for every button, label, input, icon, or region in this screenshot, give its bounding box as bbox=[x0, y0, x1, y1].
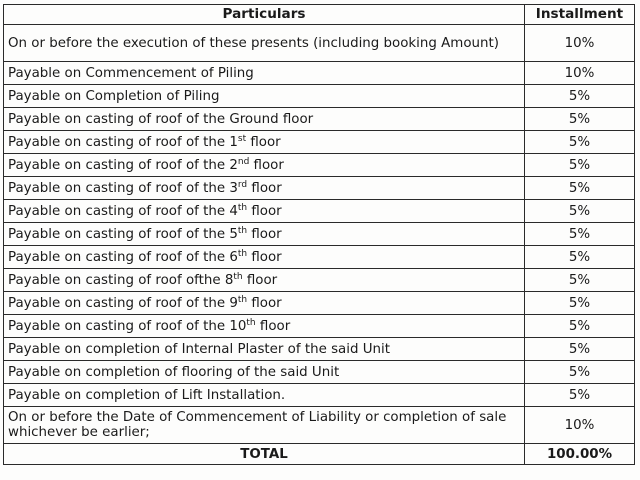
row-particulars: On or before the Date of Commencement of Liability or completion of sale whichever be earlier; bbox=[4, 407, 525, 444]
row-particulars bbox=[4, 315, 525, 338]
row-installment: 5% bbox=[525, 246, 635, 269]
row-text-end: floor bbox=[247, 180, 282, 196]
table-row bbox=[4, 154, 635, 177]
row-text-end: floor bbox=[247, 295, 282, 311]
row-text: Payable on casting of roof of the 6 bbox=[8, 249, 238, 265]
row-text: Payable on casting of roof of the 9 bbox=[8, 295, 238, 311]
row-particulars bbox=[4, 154, 525, 177]
header-installment: Installment bbox=[525, 5, 635, 25]
row-installment: 5% bbox=[525, 108, 635, 131]
table-row bbox=[4, 407, 635, 444]
ordinal-suffix: th bbox=[237, 202, 248, 213]
row-particulars: Payable on completion of Lift Installation. bbox=[4, 384, 525, 407]
table-row bbox=[4, 269, 635, 292]
row-installment: 5% bbox=[525, 361, 635, 384]
row-particulars: Payable on completion of flooring of the said Unit bbox=[4, 361, 525, 384]
table-row bbox=[4, 315, 635, 338]
header-row bbox=[4, 5, 635, 25]
row-text-end: floor bbox=[255, 318, 291, 334]
ordinal-suffix: th bbox=[233, 271, 243, 282]
row-particulars bbox=[4, 200, 525, 223]
row-particulars: Payable on Commencement of Piling bbox=[4, 62, 525, 85]
table-row bbox=[4, 223, 635, 246]
total-label: TOTAL bbox=[4, 444, 525, 465]
ordinal-suffix: rd bbox=[237, 179, 248, 190]
row-installment: 5% bbox=[525, 131, 635, 154]
row-particulars: Payable on completion of Internal Plaster of the said Unit bbox=[4, 338, 525, 361]
row-installment: 5% bbox=[525, 338, 635, 361]
table-row bbox=[4, 62, 635, 85]
row-text-end: floor bbox=[247, 249, 282, 265]
table-row bbox=[4, 338, 635, 361]
table-row bbox=[4, 131, 635, 154]
table-row bbox=[4, 292, 635, 315]
row-installment: 10% bbox=[525, 25, 635, 62]
table-row bbox=[4, 361, 635, 384]
row-installment: 5% bbox=[525, 223, 635, 246]
row-text-end: floor bbox=[242, 272, 278, 288]
row-text-end: floor bbox=[247, 203, 282, 219]
row-particulars bbox=[4, 246, 525, 269]
row-installment: 5% bbox=[525, 200, 635, 223]
row-text-end: floor bbox=[249, 157, 284, 173]
row-text-end: floor bbox=[246, 134, 281, 150]
total-value: 100.00% bbox=[525, 444, 635, 465]
ordinal-suffix: th bbox=[237, 294, 248, 305]
table-row bbox=[4, 25, 635, 62]
ordinal-suffix: th bbox=[237, 248, 248, 259]
row-installment: 5% bbox=[525, 315, 635, 338]
row-text: Payable on casting of roof of the 3 bbox=[8, 180, 238, 196]
row-text: Payable on casting of roof of the 2 bbox=[8, 157, 238, 173]
table-row bbox=[4, 177, 635, 200]
row-particulars: On or before the execution of these presents (including booking Amount) bbox=[4, 25, 525, 62]
ordinal-suffix: st bbox=[237, 133, 247, 144]
total-row bbox=[4, 444, 635, 465]
table-row bbox=[4, 85, 635, 108]
row-installment: 5% bbox=[525, 269, 635, 292]
row-particulars: Payable on Completion of Piling bbox=[4, 85, 525, 108]
row-text: Payable on casting of roof of the 10 bbox=[8, 318, 247, 334]
row-installment: 5% bbox=[525, 292, 635, 315]
row-particulars bbox=[4, 223, 525, 246]
row-particulars bbox=[4, 292, 525, 315]
row-installment: 10% bbox=[525, 62, 635, 85]
row-installment: 5% bbox=[525, 384, 635, 407]
row-installment: 5% bbox=[525, 154, 635, 177]
table-row bbox=[4, 200, 635, 223]
header-particulars: Particulars bbox=[4, 5, 525, 25]
row-text: Payable on casting of roof of the 1 bbox=[8, 134, 238, 150]
row-particulars bbox=[4, 269, 525, 292]
row-text-end: floor bbox=[247, 226, 282, 242]
ordinal-suffix: th bbox=[237, 225, 248, 236]
row-particulars: Payable on casting of roof of the Ground floor bbox=[4, 108, 525, 131]
row-particulars bbox=[4, 131, 525, 154]
row-text: Payable on casting of roof of the 5 bbox=[8, 226, 238, 242]
row-installment: 5% bbox=[525, 177, 635, 200]
table-row bbox=[4, 384, 635, 407]
ordinal-suffix: nd bbox=[237, 156, 250, 167]
row-installment: 10% bbox=[525, 407, 635, 444]
row-particulars bbox=[4, 177, 525, 200]
ordinal-suffix: th bbox=[246, 317, 256, 328]
table-row bbox=[4, 246, 635, 269]
row-installment: 5% bbox=[525, 85, 635, 108]
row-text: Payable on casting of roof of the 4 bbox=[8, 203, 238, 219]
payment-schedule-table bbox=[3, 4, 635, 465]
table-row bbox=[4, 108, 635, 131]
row-text: Payable on casting of roof ofthe 8 bbox=[8, 272, 234, 288]
